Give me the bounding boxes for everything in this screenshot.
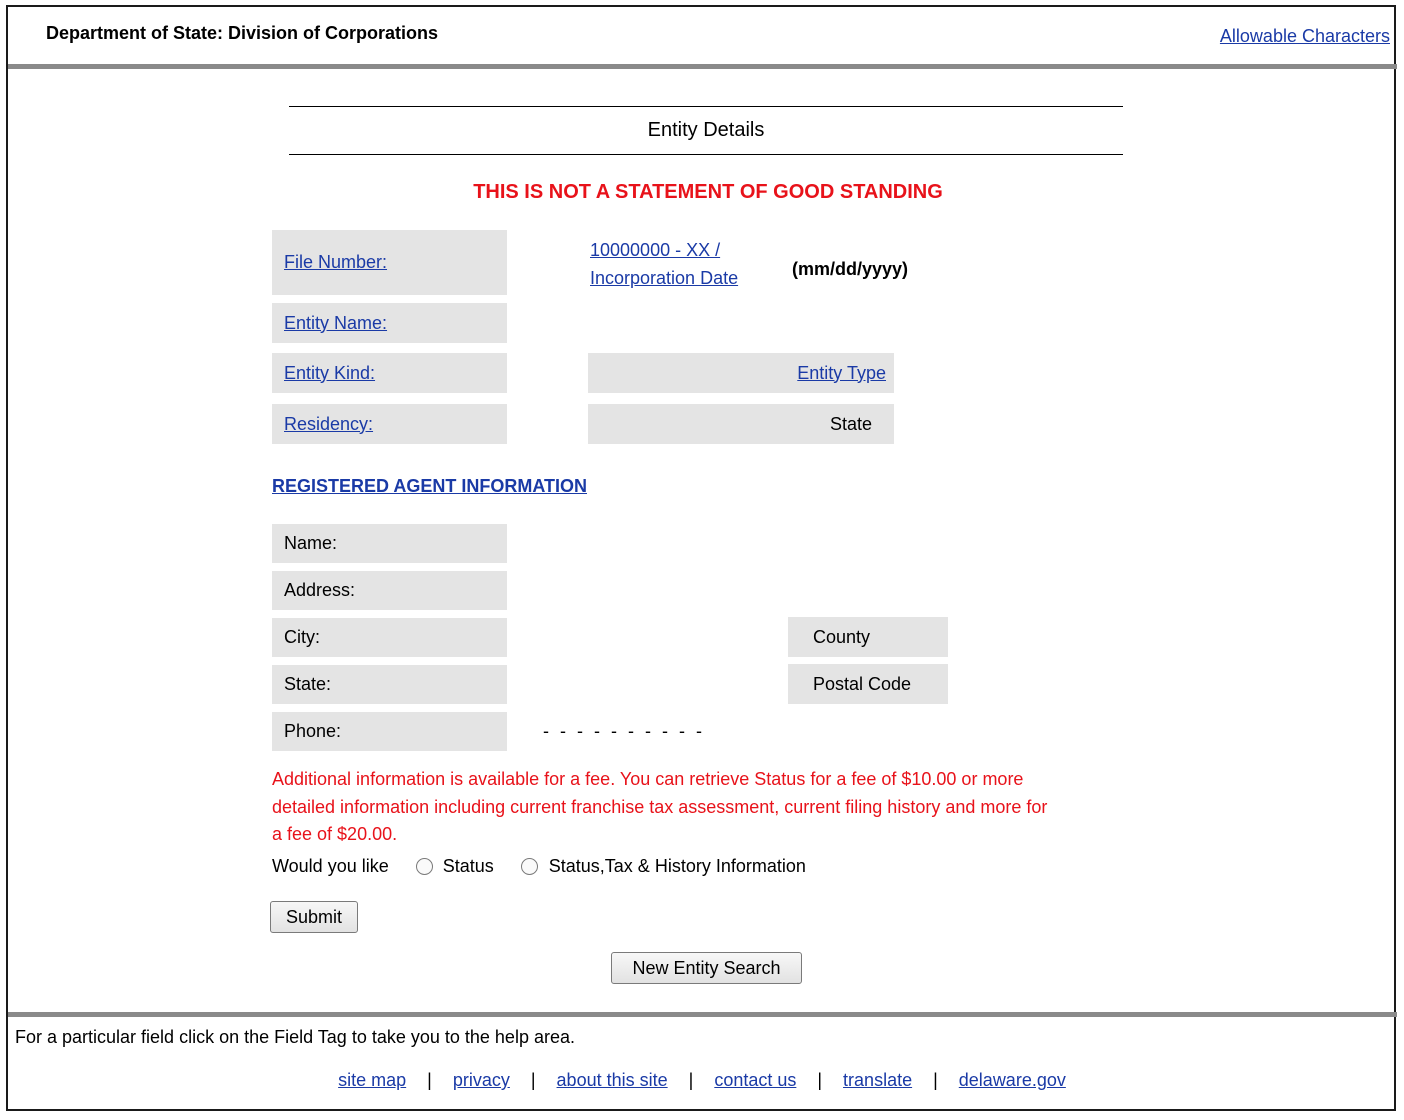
good-standing-warning: THIS IS NOT A STATEMENT OF GOOD STANDING	[473, 181, 943, 203]
status-tax-history-option-label[interactable]: Status,Tax & History Information	[548, 855, 806, 876]
status-radio[interactable]	[416, 858, 433, 875]
residency-label-box	[272, 404, 507, 444]
agent-address-label: Address:	[272, 571, 507, 610]
info-option-question: Would you like	[272, 855, 389, 876]
agent-phone-label: Phone:	[272, 712, 507, 751]
entity-type-label[interactable]: Entity Type	[797, 362, 886, 383]
status-option-label[interactable]: Status	[442, 855, 494, 876]
entity-name-label-box	[272, 303, 507, 343]
info-option-row	[272, 853, 806, 879]
residency-label[interactable]: Residency:	[284, 413, 374, 434]
header-divider	[8, 64, 1397, 69]
agent-county-label: County	[788, 617, 948, 657]
residency-state-box	[588, 404, 894, 444]
date-format-hint: (mm/dd/yyyy)	[792, 259, 909, 279]
section-rule-top	[289, 106, 1123, 107]
file-number-value	[590, 236, 738, 292]
footer-separator: |	[688, 1070, 694, 1090]
allowable-characters-link[interactable]: Allowable Characters	[1219, 26, 1390, 46]
footer-separator: |	[530, 1070, 536, 1090]
entity-kind-label-box	[272, 353, 507, 393]
footer-link-translate[interactable]: translate	[843, 1070, 913, 1090]
footer-help-note: For a particular field click on the Field Tag to take you to the help area.	[15, 1027, 575, 1047]
agent-state-label: State:	[272, 665, 507, 704]
submit-button[interactable]: Submit	[270, 901, 358, 933]
agent-name-label: Name:	[272, 524, 507, 563]
footer-link-site-map[interactable]: site map	[338, 1070, 407, 1090]
page-header-title: Department of State: Division of Corporations	[46, 23, 439, 43]
file-number-label-box	[272, 230, 507, 295]
status-tax-history-radio[interactable]	[521, 858, 538, 875]
file-number-link[interactable]: 10000000 - XX /	[590, 240, 721, 260]
footer-link-delaware-gov[interactable]: delaware.gov	[958, 1070, 1066, 1090]
page-frame	[6, 5, 1396, 1111]
entity-type-label-box	[588, 353, 894, 393]
incorporation-date-link[interactable]: Incorporation Date	[590, 268, 739, 288]
footer-separator: |	[427, 1070, 432, 1090]
registered-agent-heading[interactable]: REGISTERED AGENT INFORMATION	[272, 476, 587, 496]
footer-link-contact[interactable]: contact us	[714, 1070, 797, 1090]
footer-divider	[8, 1012, 1397, 1017]
entity-kind-label[interactable]: Entity Kind:	[284, 362, 376, 383]
footer-link-about[interactable]: about this site	[556, 1070, 668, 1090]
section-rule-bottom	[289, 154, 1123, 155]
agent-postal-code-label: Postal Code	[788, 664, 948, 704]
footer-links	[0, 1070, 1404, 1091]
entity-name-label[interactable]: Entity Name:	[284, 312, 388, 333]
footer-separator: |	[817, 1070, 823, 1090]
new-entity-search-button[interactable]: New Entity Search	[611, 952, 802, 984]
file-number-label[interactable]: File Number:	[284, 252, 388, 272]
agent-city-label: City:	[272, 618, 507, 657]
section-title: Entity Details	[647, 119, 765, 141]
footer-link-privacy[interactable]: privacy	[452, 1070, 510, 1090]
footer-separator: |	[933, 1070, 938, 1090]
fee-information-note: Additional information is available for a fee. You can retrieve Status for a fee of $10.00 or more detailed information including current franchise tax assessment, current filing history and more for a fee of $20.00.	[272, 769, 1048, 844]
agent-phone-value: - - - - - - - - - -	[543, 721, 705, 741]
residency-state-label: State	[829, 413, 872, 434]
